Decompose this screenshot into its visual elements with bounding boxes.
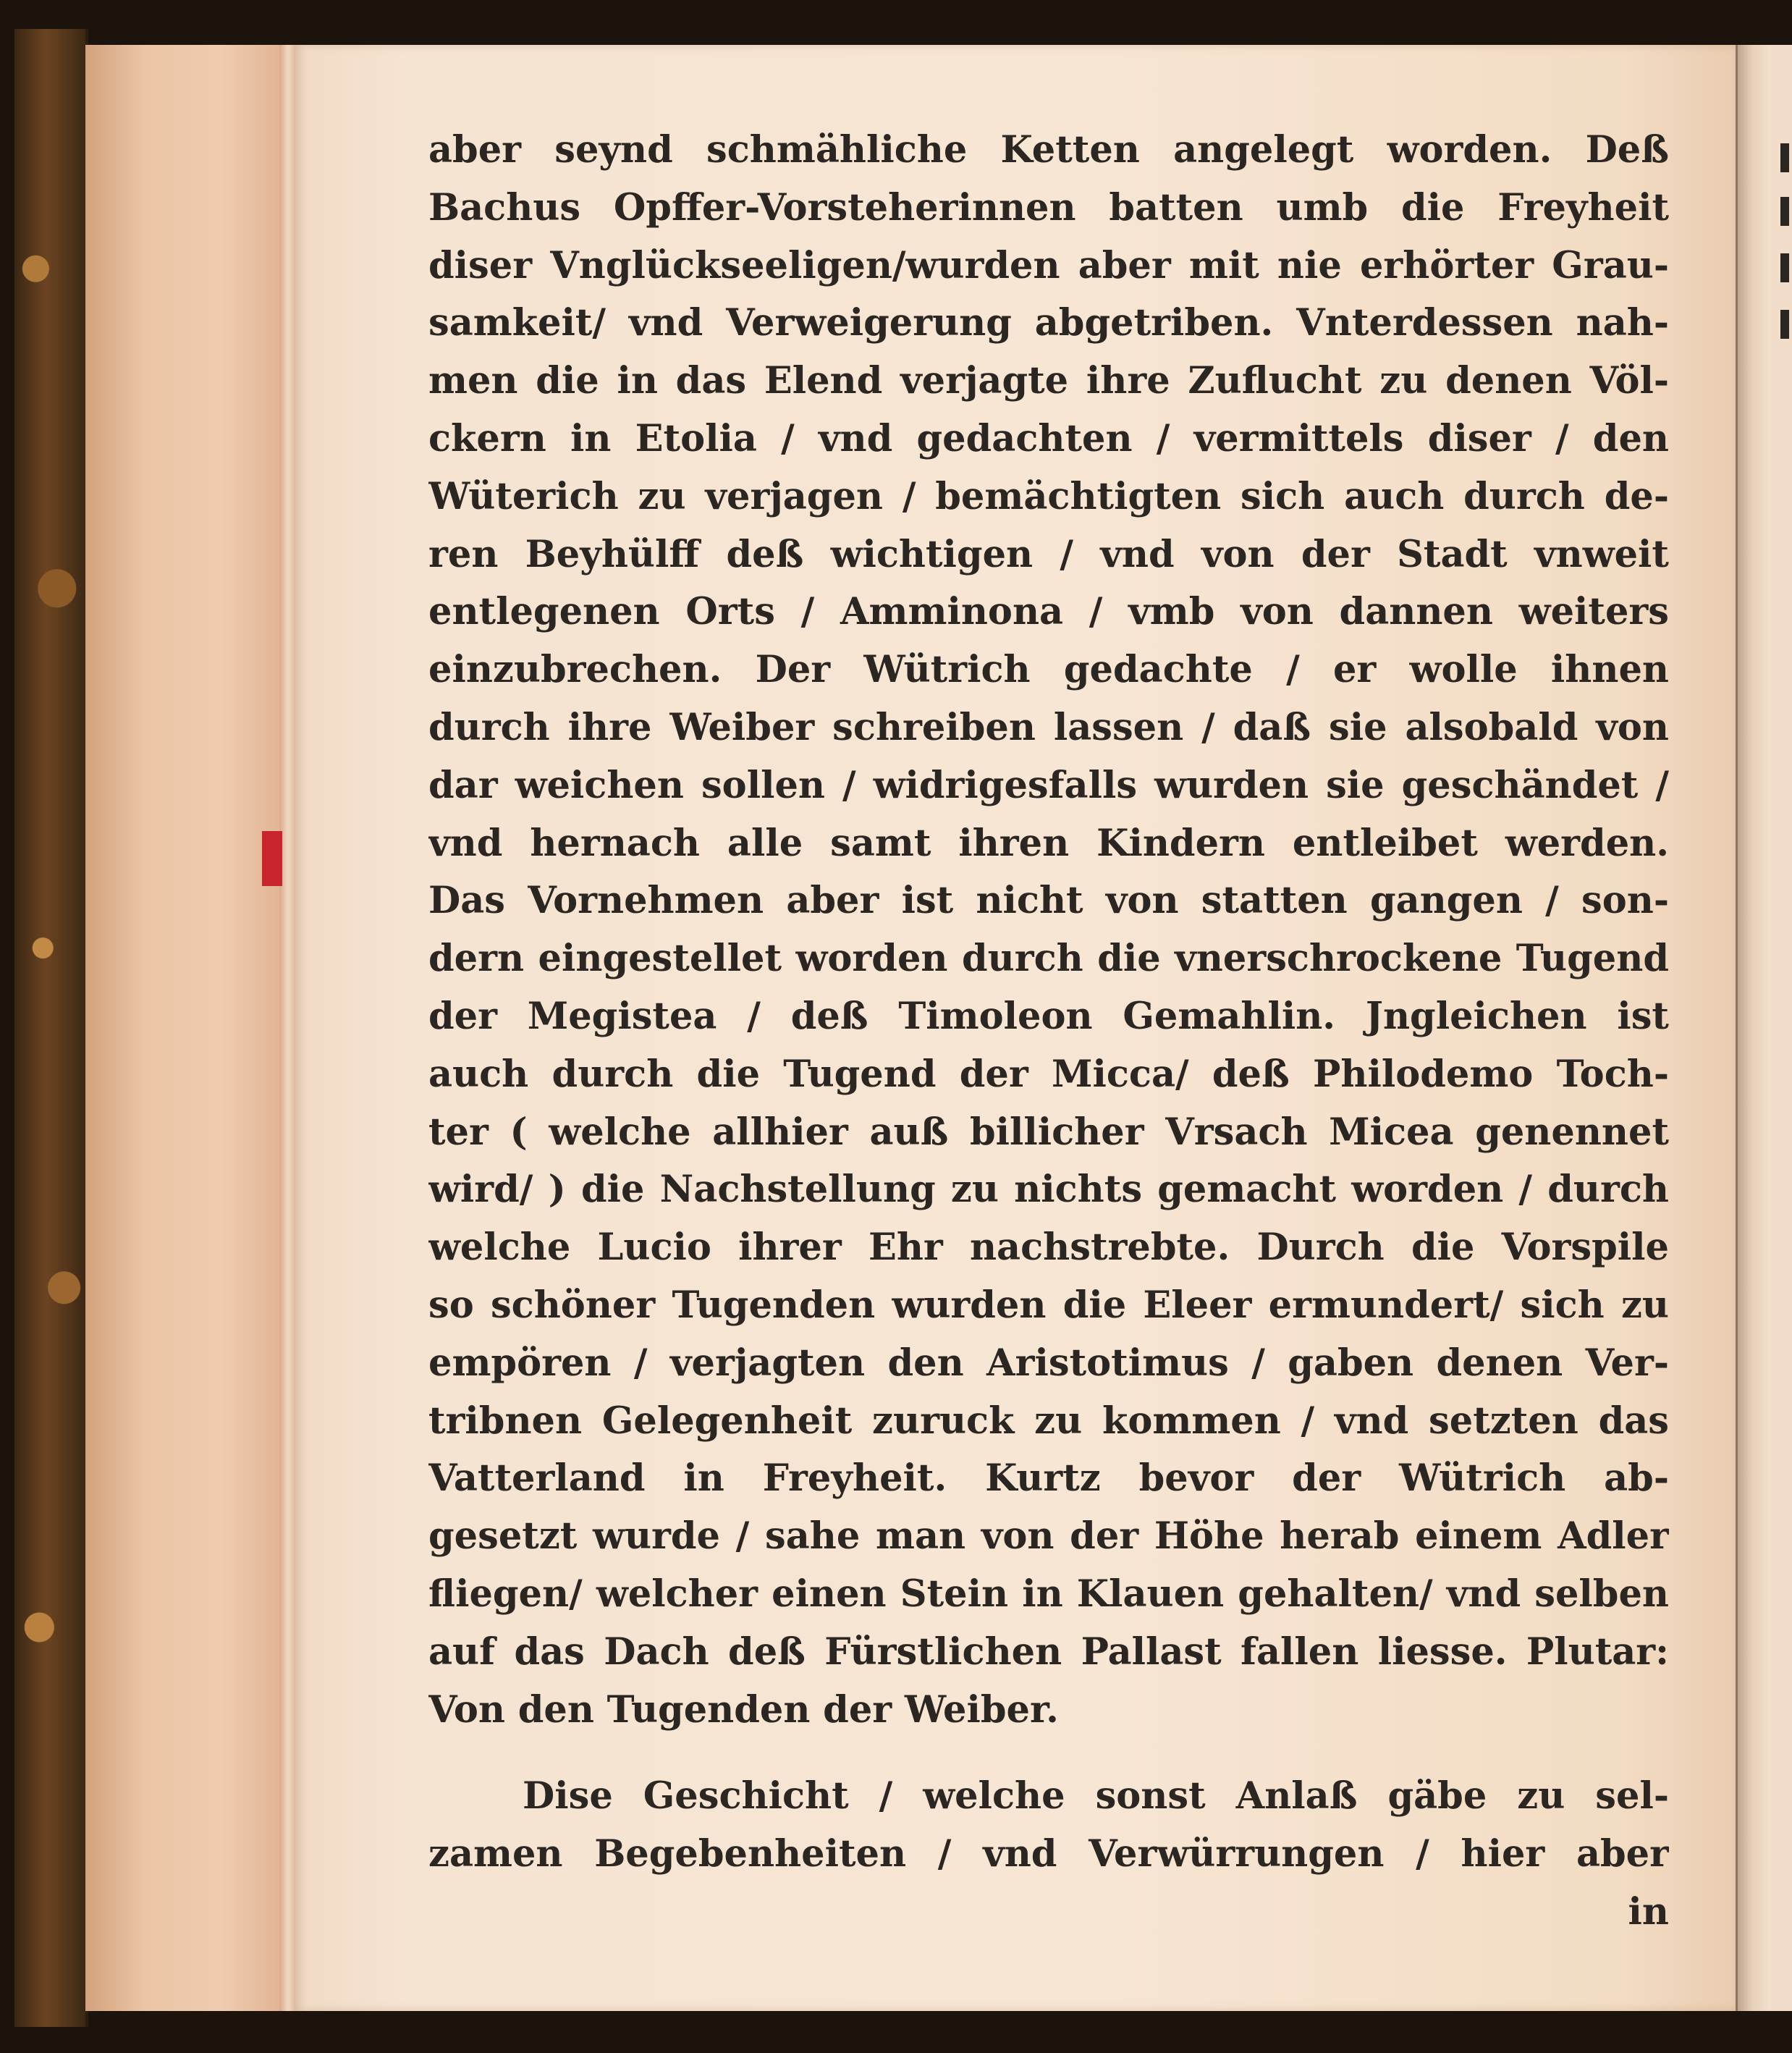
- text-line: Bachus Opffer-Vorsteherinnen batten umb die Freyheit: [428, 185, 1669, 229]
- catchword: in: [1628, 1889, 1669, 1934]
- facing-page-glyph: [1780, 253, 1789, 282]
- paragraph-2: [428, 1768, 1669, 1884]
- paragraph-1: [428, 122, 1669, 1739]
- text-line: zamen Begebenheiten / vnd Verwürrungen / hier aber: [428, 1832, 1669, 1876]
- binding-hinge: [279, 45, 297, 2011]
- text-line: Von den Tugenden der Weiber.: [428, 1687, 1059, 1732]
- text-line: welche Lucio ihrer Ehr nachstrebte. Durch die Vorspile: [428, 1226, 1669, 1270]
- text-line: ckern in Etolia / vnd gedachten / vermittels diser / den: [428, 416, 1669, 460]
- text-line: vnd hernach alle samt ihren Kindern entleibet werden.: [428, 821, 1669, 865]
- facing-page-glyph: [1780, 143, 1789, 172]
- text-line: ter ( welche allhier auß billicher Vrsach Micea genennet: [428, 1110, 1669, 1154]
- page-text: [428, 122, 1669, 1942]
- text-line: auf das Dach deß Fürstlichen Pallast fallen liesse. Plutar:: [428, 1630, 1669, 1674]
- text-line: Wüterich zu verjagen / bemächtigten sich auch durch de-: [428, 474, 1669, 518]
- endpaper: [85, 45, 282, 2011]
- text-line: diser Vnglückseeligen/wurden aber mit nie erhörter Grau-: [428, 243, 1669, 287]
- text-line: empören / verjagten den Aristotimus / gaben denen Ver-: [428, 1341, 1669, 1385]
- text-line: der Megistea / deß Timoleon Gemahlin. Jngleichen ist: [428, 994, 1669, 1038]
- text-line: durch ihre Weiber schreiben lassen / daß sie alsobald von: [428, 705, 1669, 749]
- text-line: dern eingestellet worden durch die vnerschrockene Tugend: [428, 937, 1669, 981]
- text-line: so schöner Tugenden wurden die Eleer ermundert/ sich zu: [428, 1283, 1669, 1327]
- text-line: fliegen/ welcher einen Stein in Klauen gehalten/ vnd selben: [428, 1572, 1669, 1616]
- page-gutter: [1736, 45, 1772, 2011]
- text-line: Dise Geschicht / welche sonst Anlaß gäbe zu sel-: [523, 1774, 1669, 1818]
- text-line: einzubrechen. Der Wütrich gedachte / er wolle ihnen: [428, 648, 1669, 692]
- text-line: tribnen Gelegenheit zuruck zu kommen / vnd setzten das: [428, 1399, 1669, 1443]
- text-line: Das Vornehmen aber ist nicht von statten gangen / son-: [428, 879, 1669, 923]
- text-line: samkeit/ vnd Verweigerung abgetriben. Vnterdessen nah-: [428, 301, 1669, 345]
- marbled-cover-edge: [14, 29, 88, 2027]
- text-line: ren Beyhülff deß wichtigen / vnd von der Stadt vnweit: [428, 532, 1669, 576]
- text-line: aber seynd schmähliche Ketten angelegt worden. Deß: [428, 128, 1669, 172]
- facing-page-glyph: [1780, 197, 1789, 226]
- paragraph-gap: [428, 1739, 1669, 1768]
- text-line: entlegenen Orts / Amminona / vmb von dannen weiters: [428, 590, 1669, 634]
- facing-page-glyph: [1780, 310, 1789, 339]
- text-line: auch durch die Tugend der Micca/ deß Philodemo Toch-: [428, 1052, 1669, 1096]
- text-line: dar weichen sollen / widrigesfalls wurden sie geschändet /: [428, 763, 1669, 807]
- text-line: Vatterland in Freyheit. Kurtz bevor der Wütrich ab-: [428, 1457, 1669, 1501]
- bookmark-ribbon: [262, 831, 282, 886]
- text-line: men die in das Elend verjagte ihre Zuflucht zu denen Völ-: [428, 359, 1669, 403]
- facing-page-edge: [1770, 45, 1792, 2011]
- text-line: wird/ ) die Nachstellung zu nichts gemacht worden / durch: [428, 1168, 1669, 1212]
- text-line: gesetzt wurde / sahe man von der Höhe herab einem Adler: [428, 1514, 1669, 1559]
